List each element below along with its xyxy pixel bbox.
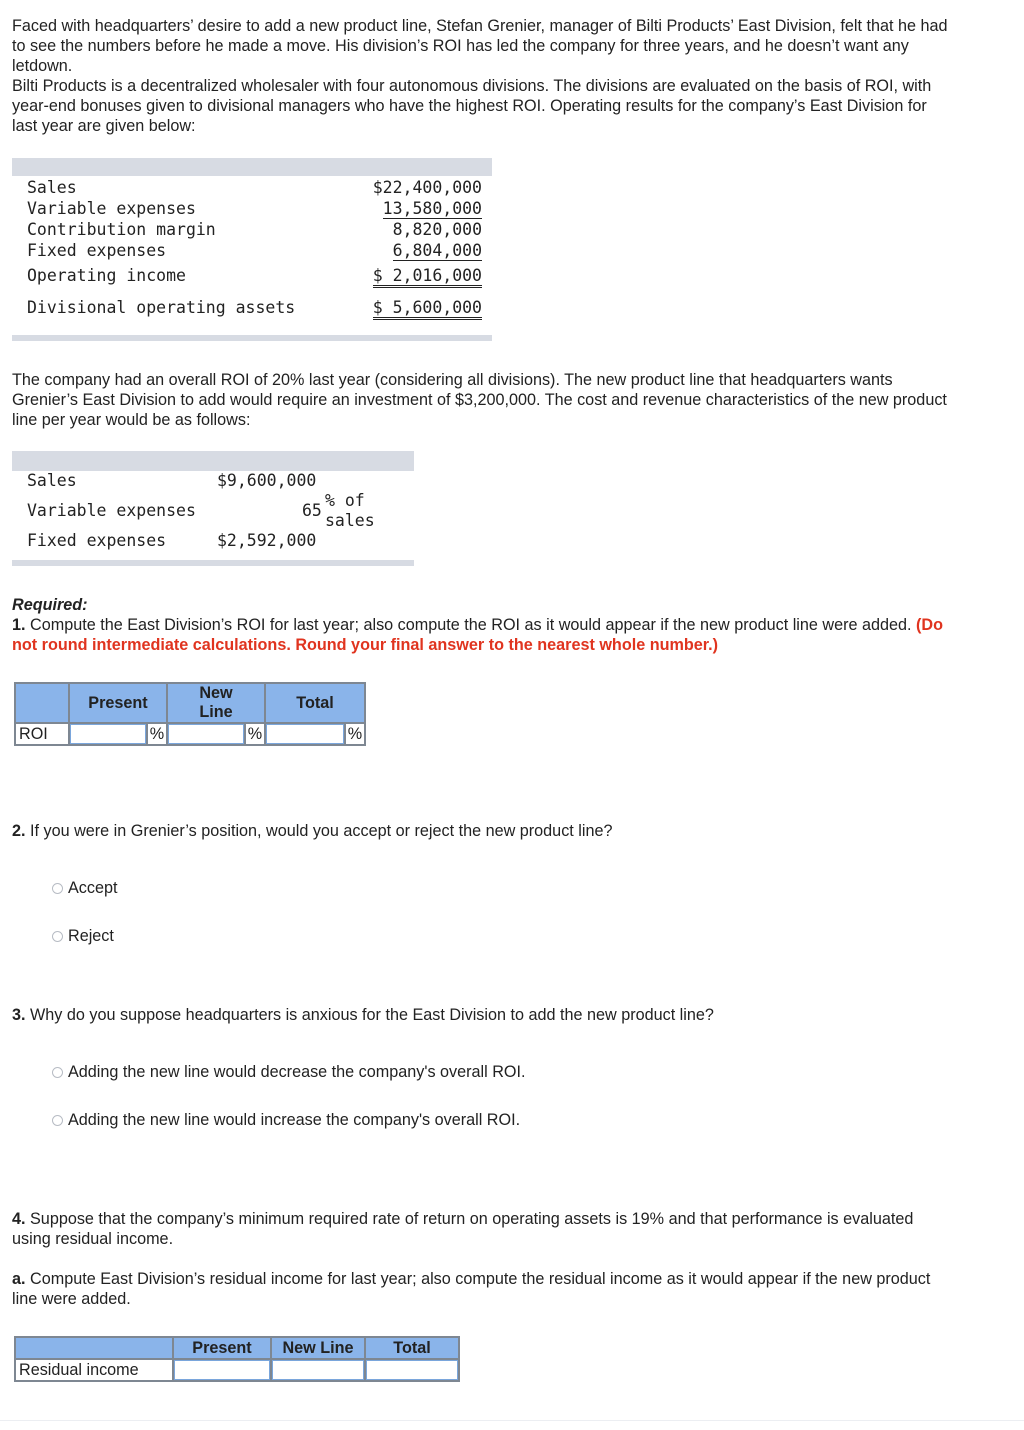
required-heading: Required:: [12, 596, 88, 614]
newline-variable-value: 65: [302, 501, 322, 520]
results-table-top-bar: [12, 158, 492, 176]
q2-option-reject[interactable]: Reject: [52, 926, 114, 946]
roi-newline-input[interactable]: [168, 724, 244, 744]
results-row-sales: Sales $22,400,000: [27, 178, 482, 197]
roi-present-cell: [69, 723, 147, 745]
q3-option-increase[interactable]: Adding the new line would increase the company's overall ROI.: [52, 1110, 520, 1130]
roi-newline-cell: [167, 723, 245, 745]
ri-total-input[interactable]: [366, 1360, 458, 1380]
newline-variable-unit-top: % of: [325, 491, 365, 510]
ri-newline-cell: [271, 1359, 365, 1381]
ri-newline-input[interactable]: [272, 1360, 364, 1380]
ri-table-corner: [15, 1337, 173, 1359]
ri-row-label: Residual income: [15, 1359, 173, 1381]
roi-present-input[interactable]: [70, 724, 146, 744]
roi-newline-pct: %: [245, 723, 265, 745]
intro-paragraph-1: Faced with headquarters’ desire to add a new product line, Stefan Grenier, manager of Bilti Products’ East Division, felt that he had to see the numbers before he made a move. His division’s ROI has led the company for three years, and he doesn’t want any letdown.: [12, 17, 948, 75]
ri-present-cell: [173, 1359, 271, 1381]
results-row-variable: Variable expenses 13,580,000: [27, 199, 482, 218]
radio-icon[interactable]: [52, 1067, 63, 1078]
roi-total-input[interactable]: [266, 724, 344, 744]
newline-table-bottom-bar: [12, 560, 414, 566]
results-row-contribution: Contribution margin 8,820,000: [27, 220, 482, 239]
ri-total-cell: [365, 1359, 459, 1381]
roi-table-corner: [15, 683, 69, 723]
question-3: 3. Why do you suppose headquarters is anxious for the East Division to add the new product line?: [12, 1006, 714, 1024]
radio-icon[interactable]: [52, 931, 63, 942]
results-row-assets: Divisional operating assets $ 5,600,000: [27, 298, 482, 319]
roi-header-new-line: New Line: [167, 683, 265, 723]
question-2: 2. If you were in Grenier’s position, would you accept or reject the new product line?: [12, 822, 613, 840]
ri-header-present: Present: [173, 1337, 271, 1359]
results-table-bottom-bar: [12, 335, 492, 341]
ri-answer-table: [14, 1336, 460, 1382]
ri-header-new-line: New Line: [271, 1337, 365, 1359]
intro-paragraph-2: Bilti Products is a decentralized wholesaler with four autonomous divisions. The divisions are evaluated on the basis of ROI, with year-end bonuses given to divisional managers who have the highest ROI. Operating results for the company’s East Division for last year are given below:: [12, 77, 932, 135]
newline-variable-unit-bottom: sales: [325, 511, 375, 530]
q2-option-accept[interactable]: Accept: [52, 878, 118, 898]
q3-option-decrease[interactable]: Adding the new line would decrease the company's overall ROI.: [52, 1062, 526, 1082]
radio-icon[interactable]: [52, 1115, 63, 1126]
roi-total-pct: %: [345, 723, 365, 745]
results-row-operating-income: Operating income $ 2,016,000: [27, 266, 482, 287]
newline-fixed-label: Fixed expenses: [27, 531, 167, 550]
results-row-fixed: Fixed expenses 6,804,000: [27, 241, 482, 260]
newline-table-top-bar: [12, 451, 414, 471]
roi-total-cell: [265, 723, 345, 745]
question-4a: a. Compute East Division’s residual income for last year; also compute the residual income as it would appear if the new product line were added.: [12, 1270, 931, 1308]
newline-sales-label: Sales: [27, 471, 77, 490]
ri-present-input[interactable]: [174, 1360, 270, 1380]
question-4: 4. Suppose that the company’s minimum required rate of return on operating assets is 19% and that performance is evaluated using residual income.: [12, 1210, 914, 1248]
mid-paragraph: The company had an overall ROI of 20% last year (considering all divisions). The new product line that headquarters wants Grenier’s East Division to add would require an investment of $3,200,000. The cost and revenue characteristics of the new product line per year would be as follows:: [12, 371, 947, 429]
roi-header-present: Present: [69, 683, 167, 723]
roi-header-total: Total: [265, 683, 365, 723]
ri-header-total: Total: [365, 1337, 459, 1359]
roi-present-pct: %: [147, 723, 167, 745]
radio-icon[interactable]: [52, 883, 63, 894]
newline-variable-label: Variable expenses: [27, 501, 196, 520]
page-bottom-divider: [0, 1420, 1024, 1421]
question-1: 1. Compute the East Division’s ROI for last year; also compute the ROI as it would appear if the new product line were added. (Do not round intermediate calculations. Round your final answer to the nearest whole number.): [12, 616, 943, 654]
roi-answer-table: [14, 682, 366, 746]
newline-sales-value: $9,600,000: [217, 471, 317, 490]
roi-row-label: ROI: [15, 723, 69, 745]
newline-fixed-value: $2,592,000: [217, 531, 317, 550]
